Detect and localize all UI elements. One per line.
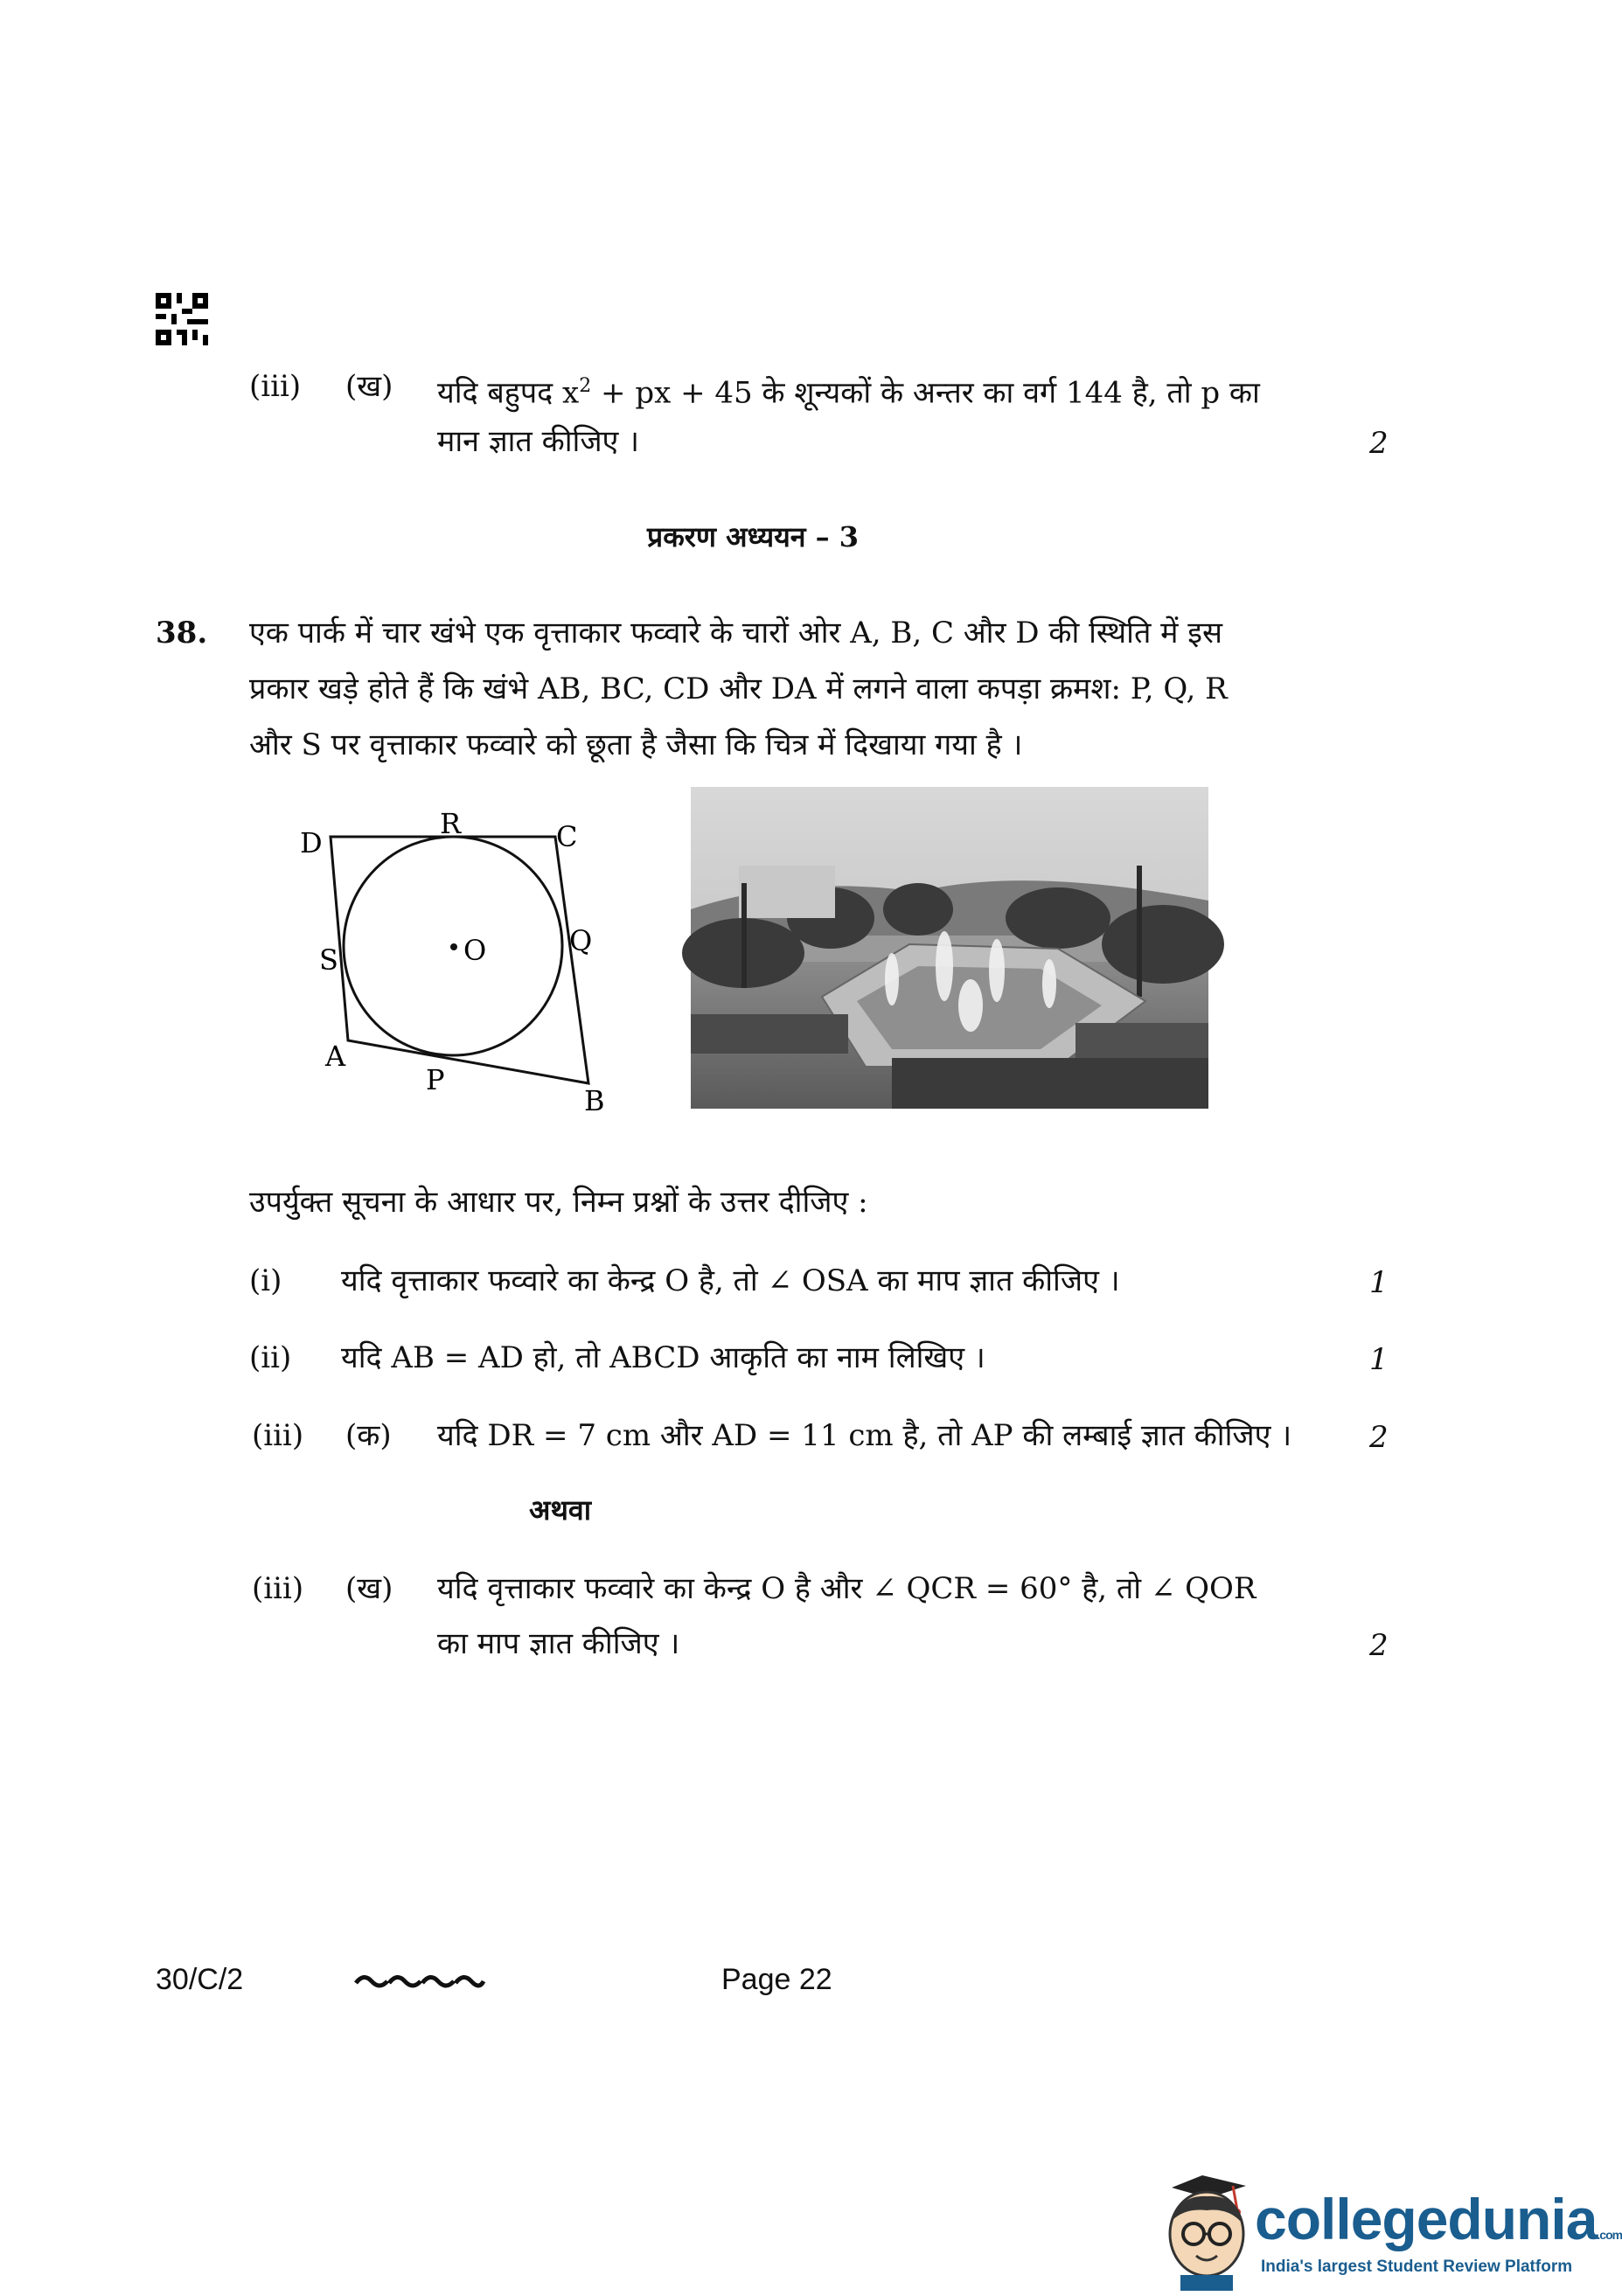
question-number: (iii) <box>249 369 302 404</box>
marks: 2 <box>1369 1420 1389 1455</box>
brand-name-text: collegedunia <box>1255 2187 1598 2251</box>
label-D: D <box>300 826 323 859</box>
park-fountain-photo <box>691 787 1208 1109</box>
qr-code-icon <box>156 293 208 345</box>
question-text: यदि वृत्ताकार फव्वारे का केन्द्र O है और ∠ QCR = 60° है, तो ∠ QOR <box>437 1571 1257 1606</box>
marks: 1 <box>1369 1342 1389 1377</box>
quadrilateral-figure <box>289 796 621 1128</box>
brand-name <box>1255 2186 1622 2252</box>
question-number: 38. <box>156 616 208 651</box>
question-text: यदि वृत्ताकार फव्वारे का केन्द्र O है, तो ∠ OSA का माप ज्ञात कीजिए । <box>341 1263 1120 1298</box>
question-text: यदि DR = 7 cm और AD = 11 cm है, तो AP की लम्बाई ज्ञात कीजिए । <box>437 1418 1292 1453</box>
label-B: B <box>584 1084 605 1117</box>
question-number: (i) <box>249 1263 282 1298</box>
page-number: Page 22 <box>721 1963 832 1996</box>
marks: 2 <box>1369 426 1389 461</box>
sub-label: (ख) <box>345 1571 393 1606</box>
question-text-part: यदि बहुपद x <box>437 375 580 411</box>
superscript: 2 <box>579 375 592 397</box>
question-text-part: + px + 45 के शून्यकों के अन्तर का वर्ग 144 है, तो p का <box>591 375 1260 411</box>
question-text <box>437 369 1260 410</box>
tilde-ornament-icon <box>354 1967 485 1993</box>
brand-suffix: .com <box>1597 2228 1622 2242</box>
label-O: O <box>463 934 487 967</box>
paper-code: 30/C/2 <box>156 1963 244 1996</box>
label-P: P <box>426 1063 445 1096</box>
marks: 1 <box>1369 1265 1389 1300</box>
question-text: मान ज्ञात कीजिए । <box>437 424 640 459</box>
quadrilateral <box>331 837 588 1083</box>
center-point <box>450 943 457 950</box>
section-heading: प्रकरण अध्ययन – 3 <box>647 520 860 553</box>
question-text: का माप ज्ञात कीजिए । <box>437 1626 680 1661</box>
question-text: यदि AB = AD हो, तो ABCD आकृति का नाम लिखिए । <box>341 1340 985 1375</box>
sub-label: (क) <box>345 1418 392 1453</box>
paragraph-line: प्रकार खड़े होते हैं कि खंभे AB, BC, CD और DA में लगने वाला कपड़ा क्रमश: P, Q, R <box>249 671 1228 706</box>
paragraph-line: एक पार्क में चार खंभे एक वृत्ताकार फव्वारे के चारों ओर A, B, C और D की स्थिति में इस <box>249 616 1222 651</box>
mascot-logo-icon <box>1154 2160 1259 2291</box>
paragraph-line: और S पर वृत्ताकार फव्वारे को छूता है जैसा कि चित्र में दिखाया गया है । <box>249 727 1023 762</box>
label-C: C <box>556 820 578 853</box>
question-number: (iii) <box>252 1571 304 1606</box>
label-Q: Q <box>569 924 593 957</box>
label-S: S <box>319 943 338 977</box>
instruction: उपर्युक्त सूचना के आधार पर, निम्न प्रश्नों के उत्तर दीजिए : <box>249 1185 868 1220</box>
label-A: A <box>325 1040 346 1073</box>
or-label: अथवा <box>529 1493 591 1527</box>
brand-tagline: India's largest Student Review Platform <box>1261 2258 1573 2276</box>
question-number: (iii) <box>252 1418 304 1453</box>
question-number: (ii) <box>249 1340 292 1375</box>
sub-label: (ख) <box>345 369 393 404</box>
label-R: R <box>440 807 462 840</box>
collegedunia-watermark <box>1154 2160 1622 2291</box>
marks: 2 <box>1369 1628 1389 1663</box>
